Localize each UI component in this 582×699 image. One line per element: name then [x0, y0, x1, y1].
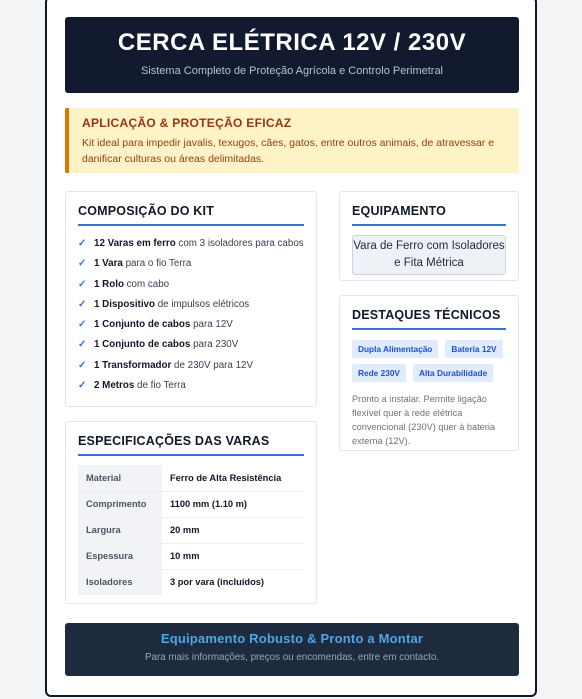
list-item — [78, 337, 304, 357]
check-icon: ✓ — [78, 238, 87, 249]
table-row — [78, 491, 304, 517]
item-description: de impulsos elétricos — [154, 298, 250, 310]
item-description: de 230V para 12V — [171, 359, 254, 371]
footer-banner — [65, 623, 519, 676]
check-icon: ✓ — [78, 319, 87, 331]
spec-key: Material — [78, 465, 162, 491]
tag-list — [352, 340, 506, 382]
page-title: CERCA ELÉTRICA 12V / 230V — [117, 29, 467, 56]
tag-durability: Alta Durabilidade — [413, 364, 493, 382]
equipment-title: EQUIPAMENTO — [352, 204, 506, 226]
notice-text: Kit ideal para impedir javalis, texugos, cães, gatos, entre outros animais, de atravessar e danificar culturas ou áreas delimitadas. — [82, 137, 495, 165]
equipment-card — [339, 191, 519, 281]
tag-grid-230v: Rede 230V — [352, 364, 406, 382]
check-icon: ✓ — [78, 359, 87, 371]
table-row — [78, 569, 304, 595]
item-quantity: 12 Varas em ferro — [94, 238, 176, 249]
header-banner — [65, 17, 519, 93]
equipment-image-placeholder: Vara de Ferro com Isoladores e Fita Métrica — [352, 235, 506, 275]
table-row — [78, 517, 304, 543]
check-icon: ✓ — [78, 339, 87, 351]
application-notice — [65, 108, 519, 173]
item-description: de fio Terra — [134, 380, 186, 392]
tag-battery-12v: Bateria 12V — [445, 340, 502, 358]
item-quantity: 1 Dispositivo — [94, 298, 155, 310]
notice-title: APLICAÇÃO & PROTEÇÃO EFICAZ — [82, 116, 292, 130]
spec-key: Isoladores — [78, 569, 162, 595]
list-item — [78, 297, 304, 317]
footer-subtitle: Para mais informações, preços ou encomendas, entre em contacto. — [144, 652, 440, 663]
kit-composition-card — [65, 191, 317, 407]
spec-key: Espessura — [78, 543, 162, 569]
item-quantity: 1 Conjunto de cabos — [94, 339, 191, 351]
tech-title: DESTAQUES TÉCNICOS — [352, 308, 506, 330]
item-quantity: 1 Rolo — [94, 278, 124, 290]
item-quantity: 1 Vara — [94, 258, 123, 270]
tech-description: Pronto a instalar. Permite ligação flexível quer à rede elétrica convencional (230V) quer à bateria externa (12V). — [352, 394, 496, 446]
kit-list — [78, 236, 304, 398]
list-item — [78, 378, 304, 398]
item-quantity: 2 Metros — [94, 380, 135, 392]
spec-key: Comprimento — [78, 491, 162, 517]
spec-key: Largura — [78, 517, 162, 543]
list-item — [78, 236, 304, 256]
tag-dual-power: Dupla Alimentação — [352, 340, 438, 358]
spec-value: 20 mm — [162, 517, 304, 543]
list-item — [78, 277, 304, 297]
check-icon: ✓ — [78, 278, 87, 290]
item-quantity: 1 Transformador — [94, 359, 172, 371]
item-description: para 12V — [190, 319, 233, 331]
item-description: para 230V — [190, 339, 239, 351]
item-quantity: 1 Conjunto de cabos — [94, 319, 191, 331]
table-row — [78, 543, 304, 569]
list-item — [78, 358, 304, 378]
kit-title: COMPOSIÇÃO DO KIT — [78, 204, 304, 226]
check-icon: ✓ — [78, 298, 87, 310]
table-row — [78, 465, 304, 491]
spec-title: ESPECIFICAÇÕES DAS VARAS — [78, 434, 304, 456]
check-icon: ✓ — [78, 380, 87, 392]
technical-highlights-card — [339, 295, 519, 451]
spec-table — [78, 465, 304, 595]
spec-value: 1100 mm (1.10 m) — [162, 491, 304, 517]
list-item — [78, 256, 304, 276]
spec-value: 3 por vara (incluídos) — [170, 577, 265, 588]
rod-specifications-card — [65, 421, 317, 604]
page-subtitle: Sistema Completo de Proteção Agrícola e Controlo Perimetral — [140, 65, 444, 77]
item-description: para o fio Terra — [122, 258, 192, 270]
spec-value: Ferro de Alta Resistência — [162, 465, 304, 491]
footer-title: Equipamento Robusto & Pronto a Montar — [160, 631, 424, 646]
spec-value: 10 mm — [162, 543, 304, 569]
document-sheet — [45, 0, 537, 697]
item-description: com cabo — [123, 278, 170, 290]
check-icon: ✓ — [78, 258, 87, 270]
item-description: com 3 isoladores para cabos — [175, 238, 304, 249]
list-item — [78, 317, 304, 337]
